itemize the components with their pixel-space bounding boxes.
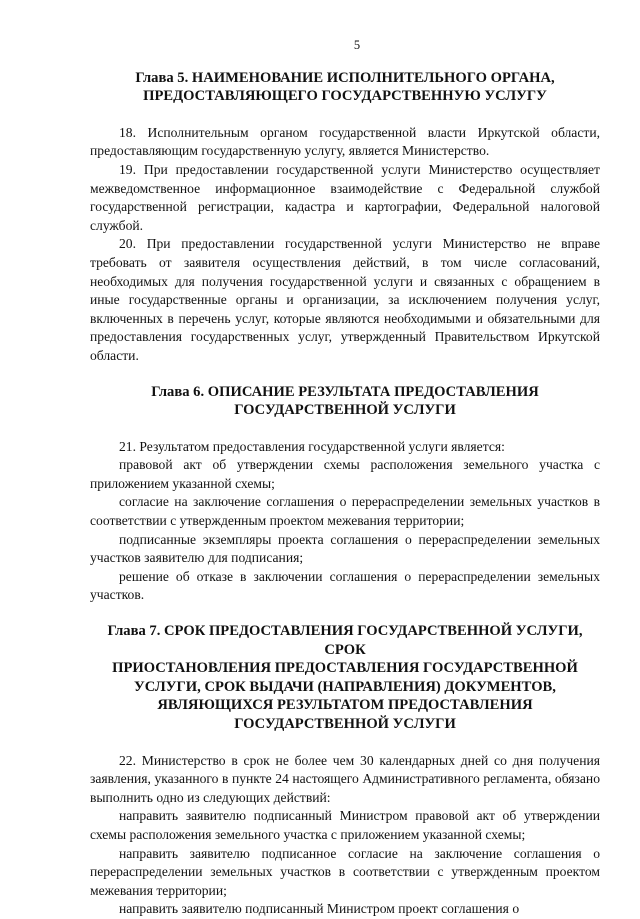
paragraph: 18. Исполнительным органом государственной власти Иркутской области, предоставляющим государственную услугу, является Министерство. xyxy=(90,124,600,159)
chapter-heading xyxy=(90,622,600,734)
chapter-heading xyxy=(90,383,600,420)
paragraph: правовой акт об утверждении схемы расположения земельного участка с приложением указанной схемы; xyxy=(90,457,600,491)
chapter-heading-line: Глава 7. СРОК ПРЕДОСТАВЛЕНИЯ ГОСУДАРСТВЕННОЙ УСЛУГИ, СРОК xyxy=(107,623,583,658)
chapter-heading-line: Глава 6. ОПИСАНИЕ РЕЗУЛЬТАТА ПРЕДОСТАВЛЕНИЯ xyxy=(151,383,539,400)
chapter-heading xyxy=(90,69,600,106)
paragraph: решение об отказе в заключении соглашения о перераспределении земельных участков. xyxy=(90,568,600,603)
chapter-heading-line: ПРЕДОСТАВЛЯЮЩЕГО ГОСУДАРСТВЕННУЮ УСЛУГУ xyxy=(143,88,547,105)
paragraph: согласие на заключение соглашения о перераспределении земельных участков в соответствии с утвержденным проектом межевания территории; xyxy=(90,494,600,529)
chapter-5 xyxy=(90,69,600,366)
chapter-heading-line: ГОСУДАРСТВЕННОЙ УСЛУГИ xyxy=(234,402,456,419)
paragraph: направить заявителю подписанное согласие на заключение соглашения о перераспределении земельных участков в соответствии с утвержденным проектом межевания территории; xyxy=(90,845,600,898)
chapter-heading-line: УСЛУГИ, СРОК ВЫДАЧИ (НАПРАВЛЕНИЯ) ДОКУМЕНТОВ, xyxy=(134,678,556,695)
chapter-heading-line: Глава 5. НАИМЕНОВАНИЕ ИСПОЛНИТЕЛЬНОГО ОРГАНА, xyxy=(135,69,555,86)
paragraph: 21. Результатом предоставления государственной услуги является: xyxy=(119,438,505,454)
paragraph: 19. При предоставлении государственной услуги Министерство осуществляет межведомственное информационное взаимодействие с Федеральной службой государственной регистрации, кадастра и картографии, Федеральной налоговой службой. xyxy=(90,161,600,233)
chapter-heading-line: ПРИОСТАНОВЛЕНИЯ ПРЕДОСТАВЛЕНИЯ ГОСУДАРСТВЕННОЙ xyxy=(112,660,578,677)
chapter-heading-line: ГОСУДАРСТВЕННОЙ УСЛУГИ xyxy=(234,716,456,732)
paragraph: 22. Министерство в срок не более чем 30 календарных дней со дня получения заявления, указанного в пункте 24 настоящего Административного регламента, обязано выполнить одно из следующих действий: xyxy=(90,752,600,805)
paragraph: подписанные экземпляры проекта соглашения о перераспределении земельных участков заявителю для подписания; xyxy=(90,531,600,566)
page-number: 5 xyxy=(353,38,361,52)
paragraph: направить заявителю подписанный Министром проект соглашения о xyxy=(119,901,520,917)
chapter-heading-line: ЯВЛЯЮЩИХСЯ РЕЗУЛЬТАТОМ ПРЕДОСТАВЛЕНИЯ xyxy=(157,697,533,714)
paragraph: направить заявителю подписанный Министром правовой акт об утверждении схемы расположения земельного участка с приложением указанной схемы; xyxy=(90,808,600,842)
paragraph: 20. При предоставлении государственной услуги Министерство не вправе требовать от заявителя осуществления действий, в том числе согласований, необходимых для получения государственной услуги и связанных с обращением в иные государственные органы и организации, за исключением получения услуг, включенных в перечень услуг, которые являются необходимыми и обязательными для предоставления государственных услуг, утвержденный Правительством Иркутской области. xyxy=(90,236,600,363)
chapter-6 xyxy=(90,383,600,606)
chapter-7 xyxy=(90,622,600,919)
